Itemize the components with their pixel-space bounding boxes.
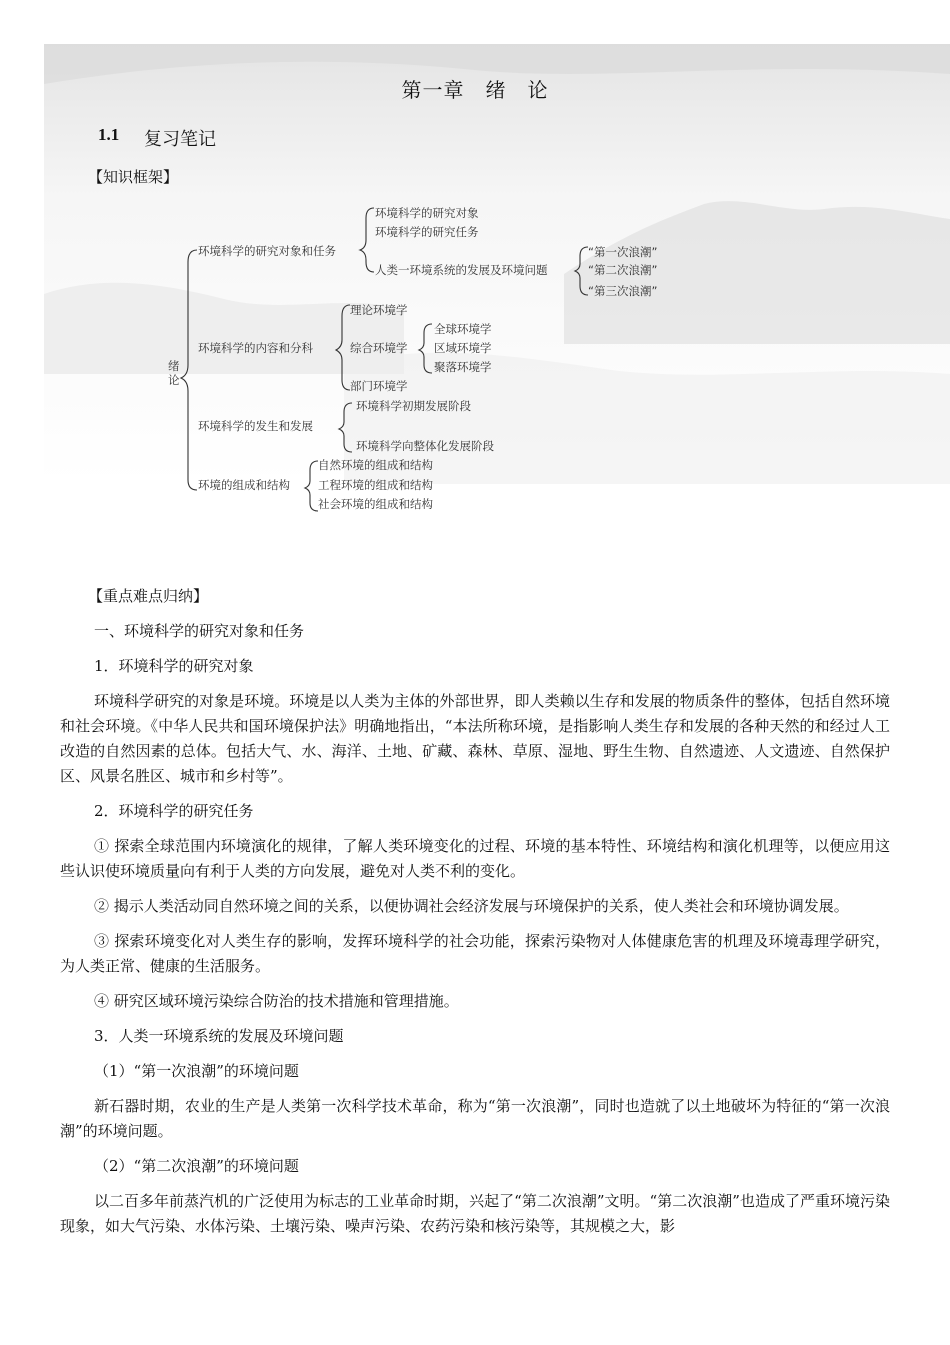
- branch-3-brace: [339, 403, 352, 452]
- wave-2: “第二次浪潮”: [588, 263, 658, 277]
- diagram-root-char: 论: [168, 373, 180, 387]
- wave-1: “第一次浪潮”: [588, 245, 658, 259]
- paragraph-first-wave: 新石器时期，农业的生产是人类第一次科学技术革命，称为“第一次浪潮”，同时也造就了以土地破坏为特征的“第一次浪潮”的环境问题。: [60, 1097, 890, 1140]
- wave-brace: [575, 247, 588, 295]
- notes-body: [60, 584, 890, 1249]
- integrated-brace: [419, 324, 432, 373]
- paragraph-environment-definition: 环境科学研究的对象是环境。环境是以人类为主体的外部世界，即人类赖以生存和发展的物质条件的整体，包括自然环境和社会环境。《中华人民共和国环境保护法》明确地指出，“本法所称环境，是指影响人类生存和发展的各种天然的和经过人工改造的自然因素的总体。包括大气、水、海洋、土地、矿藏、森林、草原、湿地、野生生物、自然遗迹、人文遗迹、自然保护区、风景名胜区、城市和乡村等”。: [60, 692, 890, 785]
- key-points-label: 【重点难点归纳】: [88, 587, 209, 605]
- diagram-root-char: 绪: [168, 359, 180, 373]
- section-title: 复习笔记: [144, 129, 216, 150]
- branch-4-child-1: 自然环境的组成和结构: [318, 458, 433, 472]
- paragraph-second-wave: 以二百多年前蒸汽机的广泛使用为标志的工业革命时期，兴起了“第二次浪潮”文明。“第二次浪潮”也造成了严重环境污染现象，如大气污染、水体污染、土壤污染、噪声污染、农药污染和核污染等，其规模之大，影: [60, 1192, 890, 1235]
- branch-4-child-2: 工程环境的组成和结构: [318, 478, 433, 492]
- section-number: 1.1: [98, 125, 120, 144]
- branch-3-child-2: 环境科学向整体化发展阶段: [356, 439, 494, 453]
- heading-research-object: 1．环境科学的研究对象: [94, 657, 254, 675]
- branch-1-child-2: 环境科学的研究任务: [375, 225, 479, 239]
- heading-research-tasks: 2．环境科学的研究任务: [94, 802, 254, 820]
- heading-second-wave: （2）“第二次浪潮”的环境问题: [94, 1157, 299, 1175]
- branch-3-child-1: 环境科学初期发展阶段: [356, 399, 471, 413]
- integrated-child-3: 聚落环境学: [434, 360, 492, 374]
- branch-1-child-3: 人类一环境系统的发展及环境问题: [375, 263, 548, 277]
- heading-research-object-and-tasks: 一、环境科学的研究对象和任务: [94, 622, 305, 640]
- wave-3: “第三次浪潮”: [588, 284, 658, 298]
- branch-1-label: 环境科学的研究对象和任务: [198, 244, 336, 258]
- integrated-child-2: 区域环境学: [434, 341, 492, 355]
- knowledge-framework-diagram: [0, 195, 950, 525]
- branch-1-brace: [360, 208, 374, 272]
- branch-2-child-2: 综合环境学: [350, 341, 408, 355]
- root-brace: [181, 250, 197, 490]
- task-4: ④ 研究区域环境污染综合防治的技术措施和管理措施。: [94, 992, 459, 1010]
- task-1: ① 探索全球范围内环境演化的规律，了解人类环境变化的过程、环境的基本特性、环境结构和演化机理等，以便应用这些认识使环境质量向有利于人类的方向发展，避免对人类不利的变化。: [60, 837, 890, 880]
- integrated-child-1: 全球环境学: [434, 322, 492, 336]
- branch-2-brace: [336, 305, 350, 390]
- heading-first-wave: （1）“第一次浪潮”的环境问题: [94, 1062, 299, 1080]
- branch-4-label: 环境的组成和结构: [198, 478, 290, 492]
- branch-2-label: 环境科学的内容和分科: [198, 341, 313, 355]
- branch-3-label: 环境科学的发生和发展: [198, 419, 313, 433]
- knowledge-framework-label: 【知识框架】: [88, 168, 179, 186]
- branch-4-child-3: 社会环境的组成和结构: [318, 497, 433, 511]
- task-3: ③ 探索环境变化对人类生存的影响，发挥环境科学的社会功能，探索污染物对人体健康危害的机理及环境毒理学研究，为人类正常、健康的生活服务。: [60, 932, 890, 975]
- diagram-root: [168, 359, 180, 387]
- task-2: ② 揭示人类活动同自然环境之间的关系，以便协调社会经济发展与环境保护的关系，使人类社会和环境协调发展。: [94, 897, 849, 915]
- chapter-title: 第一章 绪 论: [401, 78, 549, 102]
- heading-human-environment-system: 3．人类一环境系统的发展及环境问题: [94, 1027, 344, 1045]
- branch-4-brace: [305, 461, 318, 511]
- branch-2-child-3: 部门环境学: [350, 379, 408, 393]
- branch-1-child-1: 环境科学的研究对象: [375, 206, 479, 220]
- branch-2-child-1: 理论环境学: [350, 303, 408, 317]
